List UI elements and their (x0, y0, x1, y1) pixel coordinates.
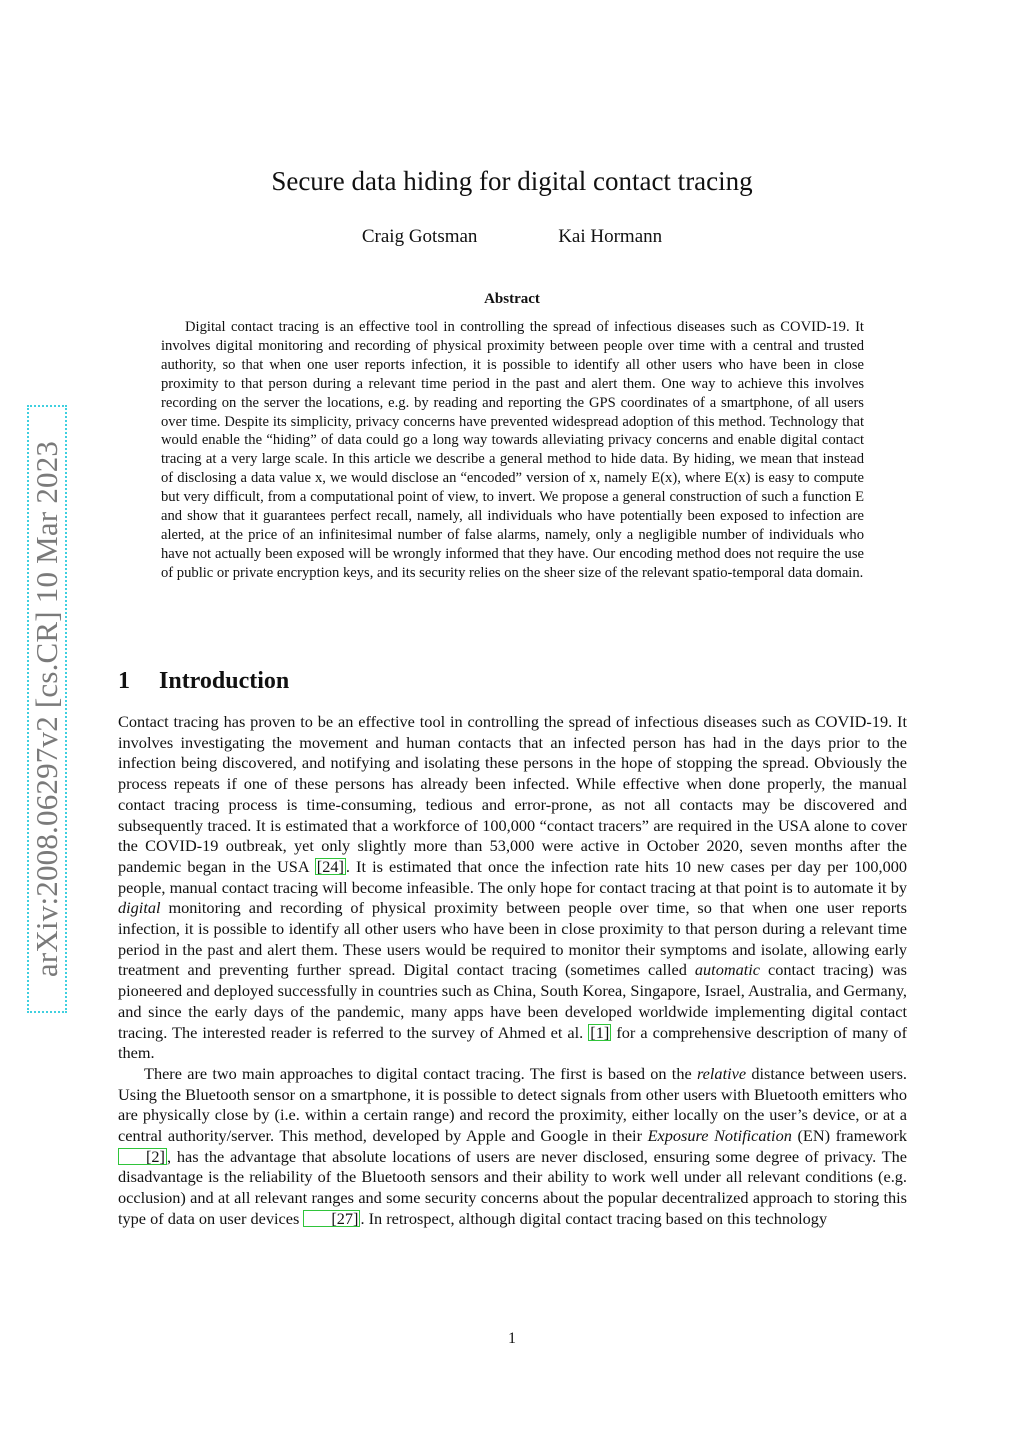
citation-link[interactable]: [1] (590, 1022, 610, 1042)
paragraph-text: Contact tracing has proven to be an effective tool in controlling the spread of infectious diseases such as COVID-19. It involves investigating the movement and human contacts that an infected person has had in the days prior to the infection being discovered, and notifying and isolating these persons in the hope of stopping the spread. Obviously the process repeats if one of these persons has already been infected. While effective when done properly, the manual contact tracing process is time-consuming, tedious and error-prone, as not all contacts may be discovered and subsequently traced. It is estimated that a workforce of 100,000 “contact tracers” are required in the USA alone to cover the COVID-19 outbreak, yet only slightly more than 53,000 were active in October 2020, seven months after the pandemic began in the USA (118, 712, 907, 876)
section-heading (118, 668, 289, 695)
author-name: Craig Gotsman (361, 226, 478, 247)
emphasis-text: automatic (694, 960, 761, 980)
emphasis-text: Exposure Notification (647, 1126, 792, 1146)
citation-link[interactable]: [2] (118, 1148, 167, 1165)
paper-title: Secure data hiding for digital contact tracing (271, 166, 753, 196)
paragraph-text: . It is estimated that once the infection rate hits 10 new cases per day per 100,000 people, manual contact tracing will become infeasible. The only hope for contact tracing at that point is to automate it by (118, 856, 907, 897)
paragraph-text: (EN) framework (791, 1126, 908, 1146)
citation-link[interactable]: [27] (303, 1210, 360, 1227)
paragraph-text: for a comprehensive description of many of them. (118, 1022, 907, 1063)
paragraph-text: monitoring and recording of physical proximity between people over time, so that when one user reports infection, it is possible to identify all other users who have been in close proximity to that person during a relevant time period in the past and alert them. These users would be required to monitor their symptoms and isolate, allowing early treatment and preventing further spread. Digital contact tracing (sometimes called (118, 898, 907, 980)
abstract-heading: Abstract (484, 291, 540, 307)
paragraph-text: distance between users. Using the Bluetooth sensor on a smartphone, it is possible to detect signals from other users with Bluetooth emitters who are physically close by (i.e. within a certain range) and record the proximity, either locally on the user’s device, or at a central authority/server. This method, developed by Apple and Google in their (118, 1063, 907, 1146)
arxiv-identifier: arXiv:2008.06297v2 [cs.CR] 10 Mar 2023 (29, 440, 64, 978)
abstract-text: Digital contact tracing is an effective tool in controlling the spread of infectious diseases such as COVID-19. It involves digital monitoring and recording of physical proximity between people over time with a central and trusted authority, so that when one user reports infection, it is possible to identify all other users who have been in close proximity to that person during a relevant time period in the past and alert them. One way to achieve this involves recording on the server the locations, e.g. by reading and reporting the GPS coordinates of a smartphone, of all users over time. Despite its simplicity, privacy concerns have prevented widespread adoption of this method. Technology that would enable the “hiding” of data could go a long way towards alleviating privacy concerns and enable digital contact tracing at a very large scale. In this article we describe a general method to hide data. By hiding, we mean that instead of disclosing a data value x, we would disclose an “encoded” version of x, namely E(x), where E(x) is easy to compute but very difficult, from a computational point of view, to invert. We propose a general construction of such a function E and show that it guarantees perfect recall, namely, all individuals who have potentially been exposed to infection are alerted, at the price of an infinitesimal number of false alarms, namely, only a negligible number of individuals who have not actually been exposed will be wrongly informed that they have. Our encoding method does not require the use of public or private encryption keys, and its security relies on the sheer size of the relevant spatio-temporal data domain. (161, 319, 864, 581)
paragraph-text: . In retrospect, although digital contact tracing based on this technology (360, 1208, 828, 1228)
author-name: Kai Hormann (558, 226, 663, 247)
paragraph (118, 1064, 907, 1230)
paragraph-text: There are two main approaches to digital contact tracing. The first is based on the (144, 1063, 697, 1083)
section-number: 1 (118, 668, 130, 694)
introduction-body (118, 712, 907, 1230)
section-title: Introduction (159, 668, 290, 694)
emphasis-text: relative (696, 1063, 747, 1083)
paragraph-text: contact tracing) was pioneered and deployed successfully in countries such as China, South Korea, Singapore, Israel, Australia, and Germany, and since the early days of the pandemic, many apps have been developed worldwide implementing digital contact tracing. The interested reader is referred to the survey of Ahmed et al. (118, 960, 907, 1042)
citation-link[interactable]: [24] (316, 856, 344, 876)
paragraph-text: , has the advantage that absolute locations of users are never disclosed, ensuring some degree of privacy. The disadvantage is the reliability of the Bluetooth sensors and their ability to work well under all relevant conditions (e.g. occlusion) and at all relevant ranges and some security concerns about the popular decentralized approach to storing this type of data on user devices (118, 1146, 907, 1228)
emphasis-text: digital (118, 898, 161, 918)
arxiv-stamp[interactable] (27, 405, 67, 1013)
page-number: 1 (508, 1330, 516, 1347)
paragraph (118, 712, 907, 1064)
author-list (0, 226, 1024, 248)
